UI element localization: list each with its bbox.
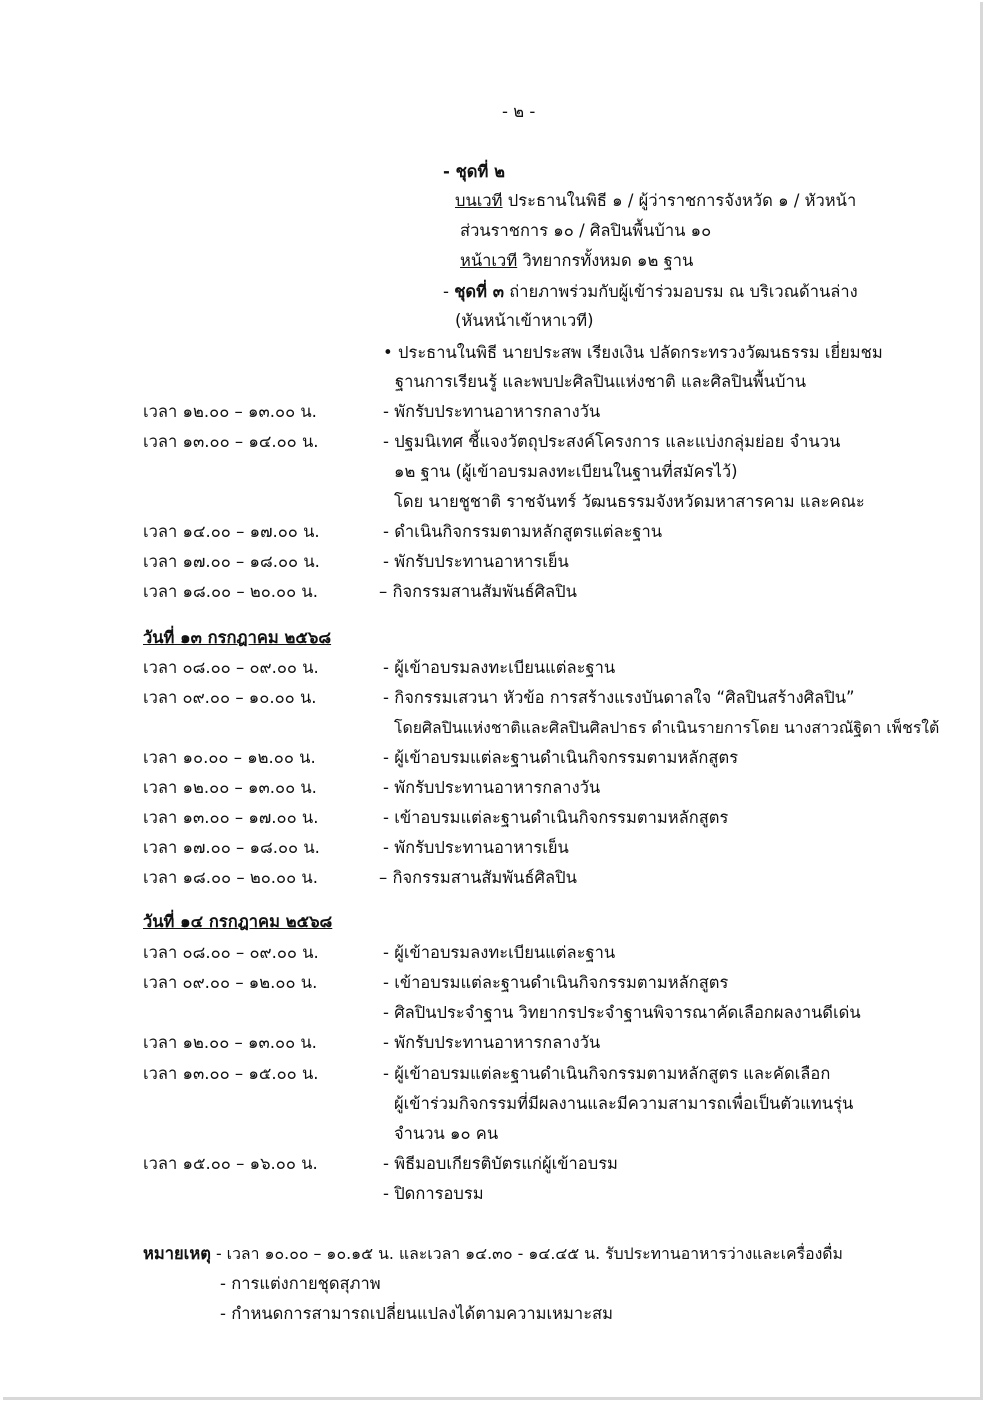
schedule-activity: - ศิลปินประจำฐาน วิทยากรประจำฐานพิจารณาคัดเลือกผลงานดีเด่น: [383, 1003, 861, 1022]
schedule-time: เวลา ๑๓.๐๐ – ๑๕.๐๐ น.: [143, 1064, 319, 1083]
bullet-text-1: • ประธานในพิธี นายประสพ เรียงเงิน ปลัดกระทรวงวัฒนธรรม เยี่ยมชม: [383, 343, 883, 362]
set3-label: ชุดที่ ๓: [454, 282, 505, 301]
schedule-time: เวลา ๑๗.๐๐ – ๑๘.๐๐ น.: [143, 838, 320, 857]
set2-heading: - ชุดที่ ๒: [443, 162, 506, 181]
schedule-time: เวลา ๑๓.๐๐ – ๑๔.๐๐ น.: [143, 432, 319, 451]
schedule-activity-cont: โดยศิลปินแห่งชาติและศิลปินศิลปาธร ดำเนินรายการโดย นางสาวณัฐิดา เพ็ชรใต้: [394, 718, 940, 737]
schedule-activity: - ผู้เข้าอบรมลงทะเบียนแต่ละฐาน: [383, 658, 616, 677]
day13-heading: วันที่ ๑๓ กรกฎาคม ๒๕๖๘: [143, 628, 332, 647]
schedule-time: เวลา ๑๕.๐๐ – ๑๖.๐๐ น.: [143, 1154, 318, 1173]
stage-label: บนเวที: [455, 191, 503, 210]
schedule-time: เวลา ๑๓.๐๐ – ๑๗.๐๐ น.: [143, 808, 319, 827]
schedule-time: เวลา ๐๘.๐๐ – ๐๙.๐๐ น.: [143, 943, 319, 962]
schedule-activity: - พักรับประทานอาหารกลางวัน: [383, 1033, 601, 1052]
set2-front-line: [460, 249, 693, 273]
remarks-label: หมายเหตุ: [143, 1244, 211, 1263]
schedule-activity: - พิธีมอบเกียรติบัตรแก่ผู้เข้าอบรม: [383, 1154, 618, 1173]
schedule-activity: - ผู้เข้าอบรมแต่ละฐานดำเนินกิจกรรมตามหลักสูตร และคัดเลือก: [383, 1064, 831, 1083]
schedule-time: เวลา ๑๒.๐๐ – ๑๓.๐๐ น.: [143, 402, 317, 421]
set3-text-1: ถ่ายภาพร่วมกับผู้เข้าร่วมอบรม ณ บริเวณด้านล่าง: [504, 282, 858, 301]
day14-heading: วันที่ ๑๔ กรกฎาคม ๒๕๖๘: [143, 912, 333, 931]
schedule-activity: – กิจกรรมสานสัมพันธ์ศิลปิน: [379, 868, 577, 887]
schedule-activity-cont: ๑๒ ฐาน (ผู้เข้าอบรมลงทะเบียนในฐานที่สมัครไว้): [394, 462, 738, 481]
front-text: วิทยากรทั้งหมด ๑๒ ฐาน: [517, 251, 694, 270]
schedule-time: เวลา ๑๔.๐๐ – ๑๗.๐๐ น.: [143, 522, 320, 541]
schedule-activity: - ปิดการอบรม: [383, 1184, 484, 1203]
schedule-activity-cont: ผู้เข้าร่วมกิจกรรมที่มีผลงานและมีความสามารถเพื่อเป็นตัวแทนรุ่น: [394, 1094, 854, 1113]
schedule-activity: - เข้าอบรมแต่ละฐานดำเนินกิจกรรมตามหลักสูตร: [383, 973, 729, 992]
set3-dash: -: [443, 282, 455, 301]
stage-text-1: ประธานในพิธี ๑ / ผู้ว่าราชการจังหวัด ๑ / หัวหน้า: [502, 191, 857, 210]
schedule-activity: - พักรับประทานอาหารเย็น: [383, 838, 569, 857]
schedule-activity-cont: โดย นายชูชาติ ราชจันทร์ วัฒนธรรมจังหวัดมหาสารคาม และคณะ: [394, 492, 865, 511]
stage-text-2: ส่วนราชการ ๑๐ / ศิลปินพื้นบ้าน ๑๐: [460, 221, 712, 240]
schedule-activity: – กิจกรรมสานสัมพันธ์ศิลปิน: [379, 582, 577, 601]
remarks-item: - กำหนดการสามารถเปลี่ยนแปลงได้ตามความเหมาะสม: [220, 1304, 614, 1323]
schedule-activity: - กิจกรรมเสวนา หัวข้อ การสร้างแรงบันดาลใจ “ศิลปินสร้างศิลปิน”: [383, 688, 855, 707]
page-number: - ๒ -: [502, 102, 536, 121]
schedule-activity: - พักรับประทานอาหารกลางวัน: [383, 402, 601, 421]
schedule-time: เวลา ๐๙.๐๐ – ๑๐.๐๐ น.: [143, 688, 317, 707]
schedule-time: เวลา ๑๘.๐๐ – ๒๐.๐๐ น.: [143, 582, 318, 601]
bullet-text-2: ฐานการเรียนรู้ และพบปะศิลปินแห่งชาติ และศิลปินพื้นบ้าน: [395, 372, 807, 391]
front-label: หน้าเวที: [460, 251, 518, 270]
schedule-activity-cont: จำนวน ๑๐ คน: [394, 1124, 499, 1143]
schedule-time: เวลา ๑๒.๐๐ – ๑๓.๐๐ น.: [143, 1033, 317, 1052]
schedule-time: เวลา ๐๙.๐๐ – ๑๒.๐๐ น.: [143, 973, 318, 992]
schedule-activity: - พักรับประทานอาหารกลางวัน: [383, 778, 601, 797]
schedule-activity: - ปฐมนิเทศ ชี้แจงวัตถุประสงค์โครงการ และแบ่งกลุ่มย่อย จำนวน: [383, 432, 841, 451]
schedule-activity: - ดำเนินกิจกรรมตามหลักสูตรแต่ละฐาน: [383, 522, 663, 541]
set3-line: [443, 280, 858, 304]
schedule-activity: - เข้าอบรมแต่ละฐานดำเนินกิจกรรมตามหลักสูตร: [383, 808, 729, 827]
schedule-activity: - ผู้เข้าอบรมแต่ละฐานดำเนินกิจกรรมตามหลักสูตร: [383, 748, 739, 767]
schedule-time: เวลา ๑๒.๐๐ – ๑๓.๐๐ น.: [143, 778, 317, 797]
schedule-activity: - ผู้เข้าอบรมลงทะเบียนแต่ละฐาน: [383, 943, 616, 962]
remarks-item: - เวลา ๑๐.๐๐ – ๑๐.๑๕ น. และเวลา ๑๔.๓๐ - ๑๔.๔๕ น. รับประทานอาหารว่างและเครื่องดื่ม: [210, 1244, 843, 1263]
remarks-item: - การแต่งกายชุดสุภาพ: [220, 1274, 381, 1293]
schedule-activity: - พักรับประทานอาหารเย็น: [383, 552, 569, 571]
schedule-time: เวลา ๑๐.๐๐ – ๑๒.๐๐ น.: [143, 748, 316, 767]
set3-text-2: (หันหน้าเข้าหาเวที): [455, 311, 594, 330]
set2-stage-line: [455, 189, 856, 213]
remarks-line-1: [143, 1242, 843, 1266]
schedule-time: เวลา ๑๘.๐๐ – ๒๐.๐๐ น.: [143, 868, 318, 887]
schedule-time: เวลา ๐๘.๐๐ – ๐๙.๐๐ น.: [143, 658, 319, 677]
schedule-time: เวลา ๑๗.๐๐ – ๑๘.๐๐ น.: [143, 552, 320, 571]
